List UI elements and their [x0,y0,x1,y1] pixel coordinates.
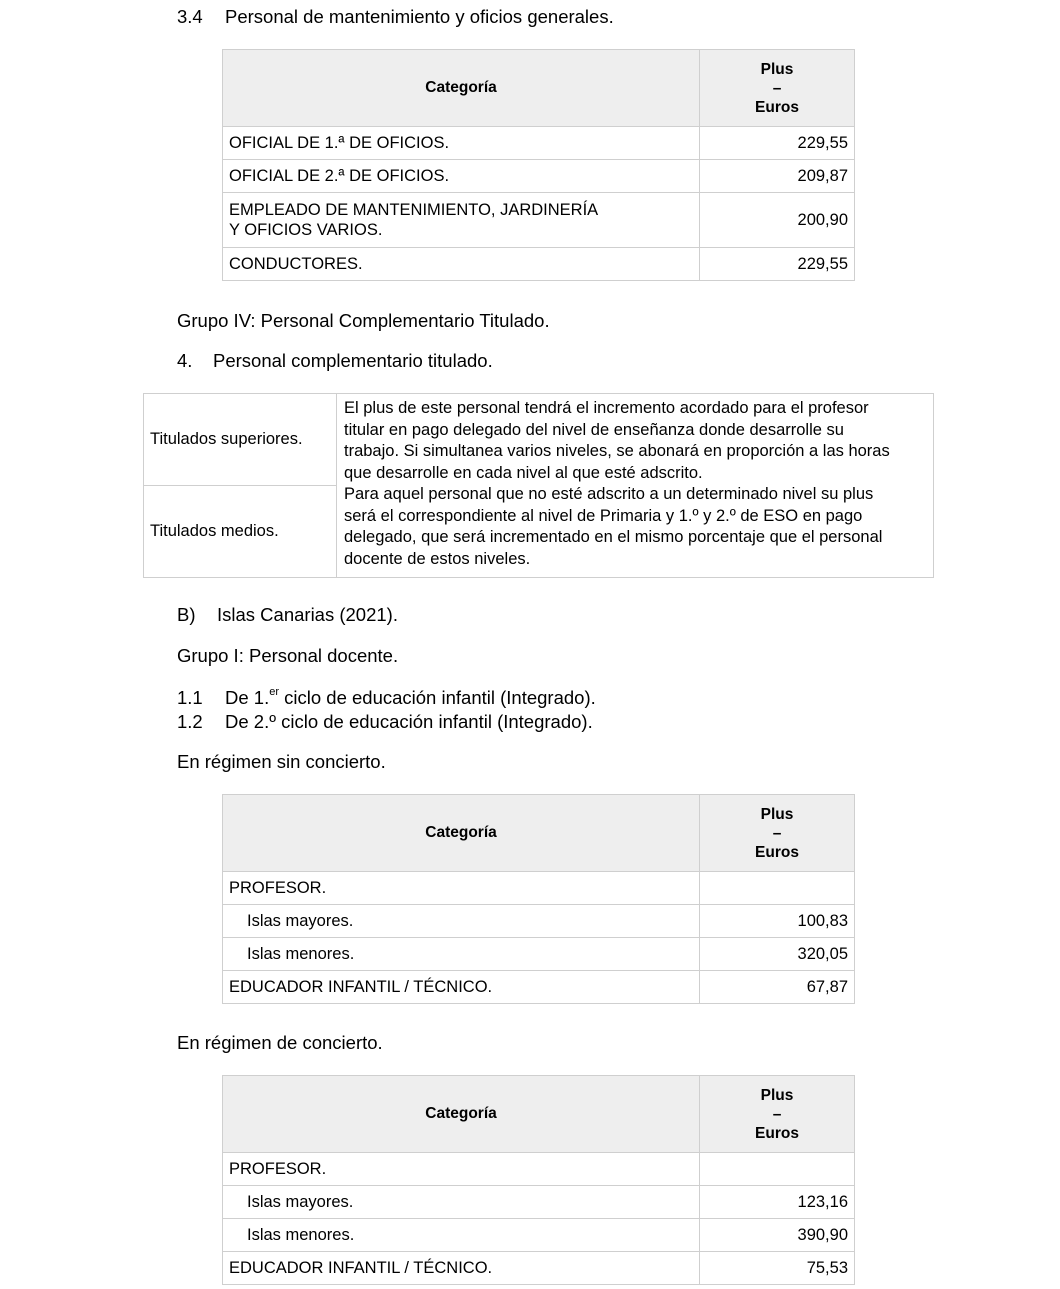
row-value: 209,87 [700,160,855,193]
table-row [223,127,855,160]
header-dash: – [772,79,782,97]
ordinal-superscript: er [269,685,279,698]
table-header-row [223,795,855,872]
row-value: 229,55 [700,248,855,281]
titulados-superiores-label: Titulados superiores. [144,394,337,486]
header-euros: Euros [755,1124,799,1142]
row-category [223,193,700,248]
table-row [223,248,855,281]
row-value: 320,05 [700,938,855,971]
description-line: titular en pago delegado del nivel de enseñanza donde desarrolle su [344,420,844,439]
item-text: De 1. [225,687,270,708]
table-header-row [223,1076,855,1153]
table-row [223,872,855,905]
header-euros: Euros [755,98,799,116]
description-line: El plus de este personal tendrá el incremento acordado para el profesor [344,399,869,417]
row-category: PROFESOR. [223,1153,700,1186]
item-text: ciclo de educación infantil (Integrado). [279,687,596,708]
item-1-2 [177,711,593,733]
row-category-line: Y OFICIOS VARIOS. [229,221,383,239]
table-row [223,905,855,938]
description-line: será el correspondiente al nivel de Primaria y 1.º y 2.º de ESO en pago [344,506,863,525]
section-b-heading [177,604,398,626]
row-value: 123,16 [700,1186,855,1219]
table-header-row [223,50,855,127]
section-title: Personal de mantenimiento y oficios generales. [225,6,614,27]
header-dash: – [772,1105,782,1123]
sin-concierto-table [222,794,855,1004]
header-plus: Plus [760,60,794,78]
table-row [223,971,855,1004]
section-title: Islas Canarias (2021). [217,604,398,625]
header-plus-euros [700,795,855,872]
item-4-heading [177,350,493,372]
description-line: docente de estos niveles. [344,549,531,568]
concierto-table [222,1075,855,1285]
header-category: Categoría [223,50,700,127]
item-number: 1.1 [177,687,203,708]
header-plus-euros [700,1076,855,1153]
row-value: 100,83 [700,905,855,938]
section-3-4-heading [177,6,614,28]
grupo-iv-heading: Grupo IV: Personal Complementario Titulado. [177,310,550,331]
header-plus-euros [700,50,855,127]
row-value [700,872,855,905]
item-number: 1.2 [177,711,203,732]
concierto-heading: En régimen de concierto. [177,1032,383,1053]
row-category: Islas menores. [223,938,700,971]
header-category: Categoría [223,1076,700,1153]
row-value: 200,90 [700,193,855,248]
row-value: 229,55 [700,127,855,160]
row-value [700,1153,855,1186]
table-row [144,394,934,486]
item-text: De 2.º ciclo de educación infantil (Integrado). [225,711,593,732]
row-value: 390,90 [700,1219,855,1252]
section-letter: B) [177,604,196,625]
header-euros: Euros [755,843,799,861]
row-value: 75,53 [700,1252,855,1285]
table-row [223,1219,855,1252]
table-row [223,1153,855,1186]
row-category: OFICIAL DE 1.ª DE OFICIOS. [223,127,700,160]
item-1-1 [177,687,596,709]
sin-concierto-heading: En régimen sin concierto. [177,751,386,772]
row-category: Islas mayores. [223,905,700,938]
header-dash: – [772,824,782,842]
table-row [223,1186,855,1219]
description-line: Para aquel personal que no esté adscrito a un determinado nivel su plus [344,485,874,503]
row-category: CONDUCTORES. [223,248,700,281]
header-category: Categoría [223,795,700,872]
description-line: trabajo. Si simultanea varios niveles, se abonará en proporción a las horas [344,442,890,460]
row-value: 67,87 [700,971,855,1004]
grupo-i-heading: Grupo I: Personal docente. [177,645,399,666]
maintenance-plus-table [222,49,855,281]
titulados-medios-label: Titulados medios. [144,486,337,578]
table-row [223,193,855,248]
item-number: 4. [177,350,193,371]
row-category: EDUCADOR INFANTIL / TÉCNICO. [223,1252,700,1285]
row-category: EDUCADOR INFANTIL / TÉCNICO. [223,971,700,1004]
row-category: OFICIAL DE 2.ª DE OFICIOS. [223,160,700,193]
table-row [223,1252,855,1285]
row-category: Islas mayores. [223,1186,700,1219]
row-category: PROFESOR. [223,872,700,905]
description-line: delegado, que será incrementado en el mismo porcentaje que el personal [344,528,883,546]
header-plus: Plus [760,1086,794,1104]
item-title: Personal complementario titulado. [213,350,493,371]
section-number: 3.4 [177,6,203,27]
header-plus: Plus [760,805,794,823]
table-row [223,160,855,193]
titulados-table [143,393,934,578]
row-category-line: EMPLEADO DE MANTENIMIENTO, JARDINERÍA [229,201,599,219]
table-row [223,938,855,971]
row-category: Islas menores. [223,1219,700,1252]
description-line: que desarrolle en cada nivel al que esté adscrito. [344,463,703,482]
titulados-description [337,394,934,578]
